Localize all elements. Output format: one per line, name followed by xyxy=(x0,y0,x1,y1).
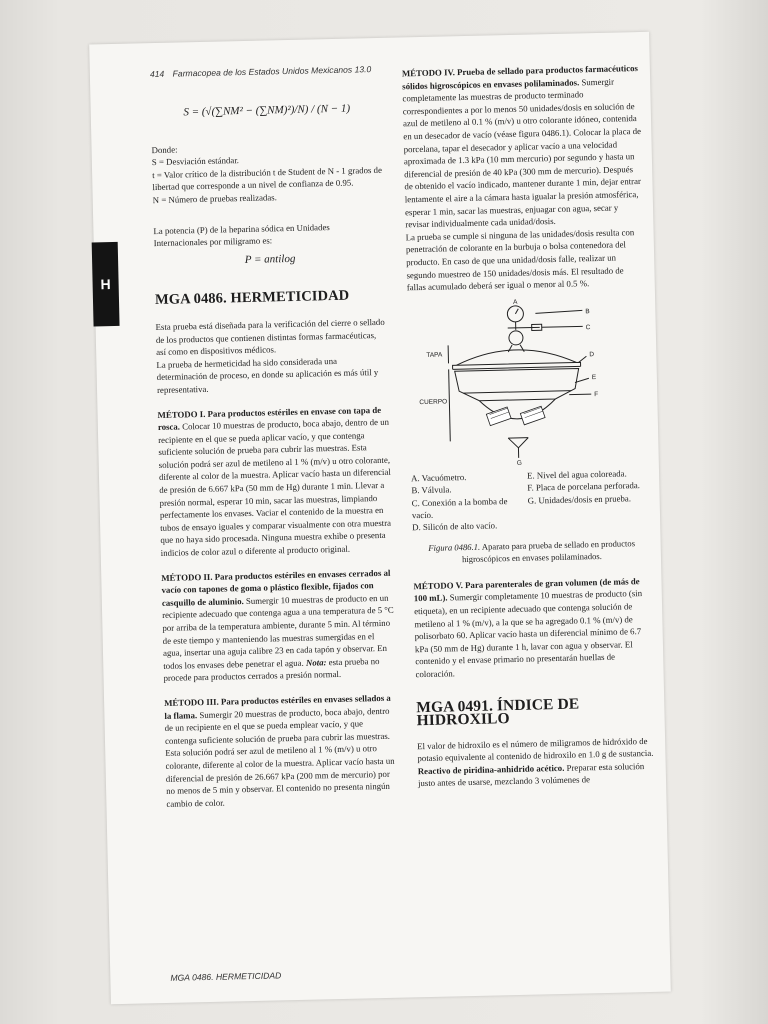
section-title-mga0491: MGA 0491. ÍNDICE DE HIDROXILO xyxy=(416,695,580,730)
fig-label-g: G xyxy=(516,459,522,467)
figure-caption-label: Figura 0486.1. xyxy=(428,541,481,553)
metodo-4 xyxy=(402,62,644,231)
metodo-2-note-label: Nota: xyxy=(305,657,327,668)
metodo-4-text: Sumergir completamente las muestras de producto terminado correspondientes a por lo menos 50 unidades/dosis en solución de azul de metileno al 0.1 % (m/v) u otro colorante idóneo, contenida en un desecador de vacío (véase figura 0486.1). Colocar la placa de porcelana, tapar el desecador y aplicar vacío a una velocidad aproximada de 1.3 kPa (10 mm mercurio) por segundo y hasta un diferencial de presión de 40 kPa (300 mm de mercurio). Después de obtenido el vacío indicado, mantener durante 1 min, dejar entrar lentamente el aire a la cámara hasta igualar la presión atmosférica, esperar 1 min, sacar las muestras, enjuagar con agua, secar y revisar individualmente cada unidad/dosis. xyxy=(402,76,642,230)
figure-desiccator xyxy=(407,295,649,468)
header-title: Farmacopea de los Estados Unidos Mexicanos 13.0 xyxy=(172,64,372,79)
legend-left xyxy=(411,469,528,534)
legend-item-b: B. Válvula. xyxy=(411,484,452,496)
fig-label-a: A xyxy=(513,298,518,306)
metodo-5-text: Sumergir completamente 10 muestras de producto (sin etiqueta), en un recipiente adecuado que contenga solución de metileno al 1 % (m/v), a la que se ha agregado 0.1 % (m/v) de polisorbato 60. Aplicar vacío hasta un diferencial mínimo de 6.7 kPa (50 mm de Hg) durante 1 h, lavar con agua y observar. El contenido y el envase primario no presentarán huellas de coloración. xyxy=(414,588,643,680)
metodo-1 xyxy=(157,403,392,559)
metodo-2-note: esta prueba no procede para productos cerrados a presión normal. xyxy=(163,655,380,684)
figure-legend xyxy=(411,467,650,534)
metodo-2-title: MÉTODO II. Para productos estériles en envases cerrados al vacío con tapones de goma o plástico flexible, fijados con casquillo de aluminio. xyxy=(161,567,391,608)
formula-s: S = (√(∑NM² − (∑NM)²)/N) / (N − 1) xyxy=(183,102,351,119)
legend-item-c: C. Conexión a la bomba de vacío. xyxy=(411,495,508,521)
page-number: 414 xyxy=(149,68,165,80)
fig-label-d: D xyxy=(589,350,595,358)
legend-item-d: D. Silicón de alto vacío. xyxy=(412,520,498,533)
metodo-4-result: La prueba se cumple si ninguna de las unidades/dosis resulta con penetración de colorante en la burbuja o bolsa contenedora del producto. En caso de que una unidad/dosis falle, realizar un segundo muestreo de 150 unidades/dosis más. El resultado de fallas acumulado deberá ser igual o menor al 0.5 %. xyxy=(405,226,635,293)
intro-paragraph-1: Esta prueba está diseñada para la verificación del cierre o sellado de los productos que contienen distintas formas farmacéuticas, así como en dispositivos médicos. xyxy=(155,316,385,358)
metodo-5 xyxy=(413,575,653,681)
metodo-3 xyxy=(164,692,399,811)
metodo-4-title: MÉTODO IV. Prueba de sellado para productos farmacéuticos sólidos higroscópicos en envases polilaminados. xyxy=(401,63,639,91)
metodo-1-text: Colocar 10 muestras de producto, boca abajo, dentro de un recipiente en el que se pueda aplicar vacío, y que contenga suficiente solución de prueba para cubrir las muestras. Esta solución podrá ser azul de metileno al 1 % (m/v) u otro colorante, diferente al color de la muestra. Aplicar vacío hasta un diferencial de presión de 6.667 kPa (50 mm de Hg) durante 1 min. Llevar a presión normal, esperar 10 min, sacar las muestras, limpiando perfectamente los envases. Vaciar el contenido de la muestra en tubos de ensayo iguales y comparar visualmente con otra muestra que no haya sido procesada. Ninguna muestra exhibe o presenta indicios de color azul o diferente al producto original. xyxy=(158,416,392,559)
figure-caption-text: Aparato para prueba de sellado en productos higroscópicos en envases polilaminados. xyxy=(461,537,636,564)
metodo-2 xyxy=(161,566,396,685)
reactivo-title: Reactivo de piridina-anhidrido acético. xyxy=(417,762,565,777)
metodo-1-title: MÉTODO I. Para productos estériles en envase con tapa de rosca. xyxy=(157,404,382,433)
fig-label-tapa: TAPA xyxy=(426,351,443,359)
potencia-text: La potencia (P) de la heparina sódica en Unidades Internacionales por miligramo es: xyxy=(153,221,330,249)
metodo-3-text: Sumergir 20 muestras de producto, boca abajo, dentro de un recipiente en el que se pueda emplear vacío, y que contenga suficiente solución de prueba para cubrir las muestras. Esta solución podrá ser azul de metileno al 1 % (m/v) u otro colorante, diferente al color de la muestra. Aplicar vacío hasta un diferencial de presión de 26.667 kPa (200 mm de mercurio) por no menos de 5 min y observar. El contenido no presenta ningún cambio de color. xyxy=(164,705,395,809)
fig-label-e: E xyxy=(591,373,597,381)
document-page xyxy=(89,32,671,1004)
fig-label-b: B xyxy=(585,307,590,315)
formula-p: P = antilog xyxy=(244,252,296,266)
reactivo-paragraph xyxy=(418,760,657,791)
definition-s: S = Desviación estándar. xyxy=(151,155,240,168)
fig-label-c: C xyxy=(585,323,591,331)
section-title-mga0486: MGA 0486. HERMETICIDAD xyxy=(154,287,350,309)
legend-right xyxy=(527,467,650,532)
donde-label: Donde: xyxy=(151,144,178,155)
metodo-2-text: Sumergir 10 muestras de producto en un recipiente adecuado que contenga agua a una temperatura de 5 °C por arriba de la temperatura ambiente, durante 5 min. Al término de este tiempo y manteniendo las muestras sumergidas en el agua, insertar una aguja calibre 23 en cada tapón y observar. En todos los envases debe penetrar el agua. xyxy=(162,592,394,671)
definition-t: t = Valor crítico de la distribución t de Student de N - 1 grados de libertad que corresponde a un nivel de confianza de 0.95. xyxy=(152,164,383,193)
definition-n: N = Número de pruebas realizadas. xyxy=(152,192,277,206)
reactivo-text: Preparar esta solución justo antes de usarse, mezclando 3 volúmenes de xyxy=(417,760,645,789)
metodo-5-title: MÉTODO V. Para parenterales de gran volumen (de más de 100 mL). xyxy=(413,575,640,604)
legend-item-a: A. Vacuómetro. xyxy=(410,471,467,483)
legend-item-g: G. Unidades/dosis en prueba. xyxy=(527,492,632,506)
left-column xyxy=(150,86,398,810)
running-footer: MGA 0486. HERMETICIDAD xyxy=(170,970,282,983)
mga0491-text: El valor de hidroxilo es el número de miligramos de hidróxido de potasio equivalente al contenido de hidroxilo en 1.0 g de sustancia. xyxy=(417,735,654,764)
intro-paragraph-2: La prueba de hermeticidad ha sido considerada una determinación de proceso, en donde su aplicación es más útil y representativa. xyxy=(156,355,379,395)
fig-label-cuerpo: CUERPO xyxy=(419,398,448,406)
fig-label-f: F xyxy=(594,390,599,398)
desiccator-diagram xyxy=(407,295,649,468)
metodo-3-title: MÉTODO III. Para productos estériles en envases sellados a la flama. xyxy=(164,692,391,721)
legend-item-f: F. Placa de porcelana perforada. xyxy=(527,480,641,493)
section-tab: H xyxy=(92,242,120,327)
legend-item-e: E. Nivel del agua coloreada. xyxy=(526,468,627,481)
running-header xyxy=(150,64,372,79)
right-column xyxy=(402,62,656,790)
